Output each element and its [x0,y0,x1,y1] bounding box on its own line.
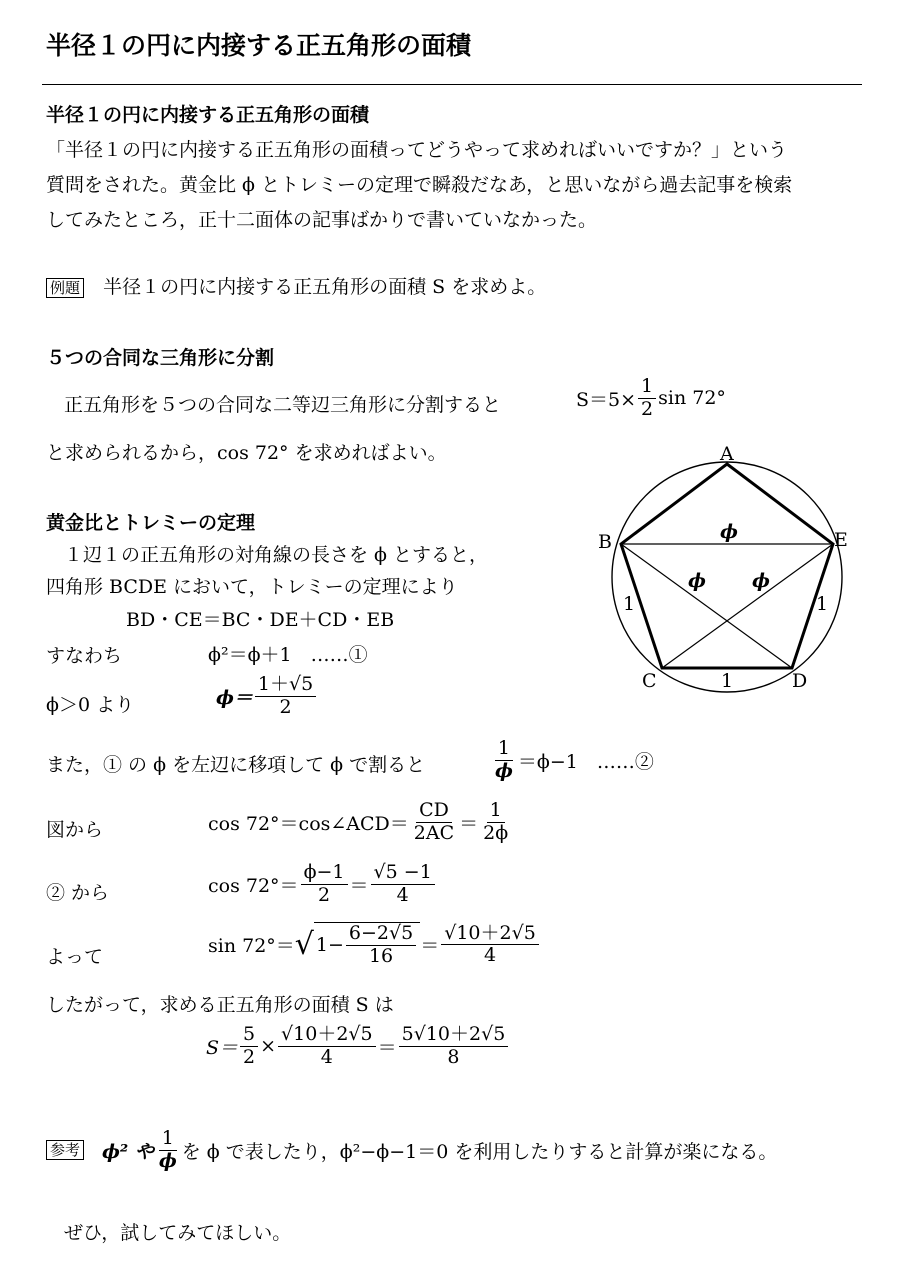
intro-line-2: 質問をされた。黄金比 ϕ とトレミーの定理で瞬殺だなあ，と思いながら過去記事を検索 [46,174,793,196]
sin-inner-den: 16 [368,944,394,967]
note-frac-den: ϕ [158,1149,177,1172]
pentagon-outline [621,464,833,668]
example-block [46,272,546,299]
area-frac-2 [278,1024,376,1069]
intro-line-3: してみたところ，正十二面体の記事ばかりで書いていなかった。 [46,209,598,231]
pentagon-figure [590,440,860,700]
area-frac-3 [399,1024,509,1069]
intro-line-1: 「半径１の円に内接する正五角形の面積ってどうやって求めればいいですか？」という [46,139,788,161]
diagonal-BD [621,544,792,668]
sin-inner-frac [346,923,416,968]
section-heading-intro: 半径１の円に内接する正五角形の面積 [46,104,370,126]
sin-inner-num: 6−2√5 [346,923,416,946]
note-label: 参考 [46,1140,84,1160]
sin-inner-left: 1− [315,934,344,957]
phi-positive-label: ϕ＞0 より [46,694,135,716]
note-frac [156,1128,180,1173]
cos1-eq: ＝ [459,812,479,835]
label-A: A [720,443,734,465]
eq2-num: 1 [495,738,513,761]
cos2-frac-b [371,862,435,907]
from-eq2-label: ② から [46,882,110,904]
cos-formula-1 [208,800,513,845]
note-text-a: ϕ² や [102,1140,154,1163]
label-phi-CE: ϕ [752,570,770,592]
equation-2 [490,738,654,783]
cos2-num-a: ϕ−1 [301,862,348,885]
formula-S-right: sin 72° [658,387,726,410]
cos1-num-a: CD [416,800,452,823]
diagonal-CE [662,544,833,668]
area-den-1: 2 [243,1045,256,1068]
sin-right-frac [441,923,539,968]
area-times: × [260,1035,277,1058]
cos1-left: cos 72°＝cos∠ACD＝ [208,812,409,835]
eq2-den: ϕ [495,759,513,782]
yotte-label: よって [46,946,104,968]
cos1-den-b: 2ϕ [483,821,509,844]
area-den-3: 8 [447,1045,460,1068]
equation-1: ϕ²＝ϕ＋1 ……① [208,644,368,666]
formula-S [576,376,726,421]
sunawachi-label: すなわち [46,645,123,667]
formula-S-num: 1 [638,376,656,399]
phi-value-num: 1＋√5 [255,674,316,697]
cos2-den-a: 2 [318,883,331,906]
label-D: D [792,670,808,692]
label-phi-BE: ϕ [720,521,738,543]
area-den-2: 4 [320,1045,333,1068]
split-line-1: 正五角形を５つの合同な二等辺三角形に分割すると [64,394,502,416]
circumscribed-circle [612,462,842,692]
phi-value-den: 2 [279,695,292,718]
label-E: E [834,529,848,551]
label-one-BC: 1 [623,593,636,615]
eq2-right: ＝ϕ−1 ……② [517,750,654,773]
ptolemy-line-1: １辺１の正五角形の対角線の長さを ϕ とすると， [64,544,489,566]
label-one-CD: 1 [721,670,734,692]
area-left: S＝ [206,1036,239,1059]
cos1-frac-a [411,800,457,845]
cos1-den-a: 2AC [413,821,455,844]
label-C: C [642,670,657,692]
formula-S-den: 2 [641,397,654,420]
eq2-frac [492,738,516,783]
from-figure-label: 図から [46,819,104,841]
cos1-frac-b [480,800,511,845]
ptolemy-equation: BD・CE＝BC・DE＋CD・EB [126,609,395,631]
label-one-DE: 1 [816,593,829,615]
section-heading-split: ５つの合同な三角形に分割 [46,347,275,369]
cos2-left: cos 72°＝ [208,874,299,897]
phi-value-frac [255,674,316,719]
cos2-num-b: √5 −1 [371,862,435,885]
area-num-1: 5 [240,1024,258,1047]
closing-text: ぜひ，試してみてほしい。 [64,1222,292,1244]
sin-formula: sin 72°＝ √ 1− $\frac{6-2√5}{16}$ ＝ $\frac{√10+2√5}{4}$ [208,922,541,968]
therefore-text: したがって，求める正五角形の面積 S は [46,994,394,1016]
area-num-3: 5√10＋2√5 [399,1024,509,1047]
page-title: 半径１の円に内接する正五角形の面積 [46,31,472,60]
title-divider [42,84,862,85]
cos2-den-b: 4 [396,883,409,906]
ptolemy-line-2: 四角形 BCDE において，トレミーの定理により [46,576,458,598]
split-line-2: と求められるから，cos 72° を求めればよい。 [46,442,447,464]
phi-value-formula [216,674,318,719]
rearrange-text: また，① の ϕ を左辺に移項して ϕ で割ると [46,754,426,776]
area-num-2: √10＋2√5 [278,1024,376,1047]
note-frac-num: 1 [159,1128,177,1151]
formula-S-left: S＝5× [576,388,637,411]
sin-right-num: √10＋2√5 [441,923,539,946]
sin-left: sin 72°＝ [208,935,295,958]
area-formula: S＝ $\frac{5}{2}$ × $\frac{√10+2√5}{4}$ ＝ $\frac{5√10+2√5}{8}$ [206,1024,510,1069]
formula-S-frac [638,376,656,421]
example-label: 例題 [46,278,84,298]
note-text-b: を ϕ で表したり，ϕ²−ϕ−1＝0 を利用したりすると計算が楽になる。 [181,1140,778,1163]
phi-value-left: ϕ＝ [216,686,253,709]
label-phi-BD: ϕ [688,570,706,592]
cos2-frac-a [301,862,348,907]
cos-formula-2: cos 72°＝ $\frac{\phi-1}{2}$ ＝ $\frac{√5 -1}{4}$ [208,862,437,907]
label-B: B [598,531,612,553]
example-text: 半径１の円に内接する正五角形の面積 S を求めよ。 [103,276,547,298]
section-heading-ptolemy: 黄金比とトレミーの定理 [46,512,256,534]
sin-right-den: 4 [483,944,497,967]
cos1-num-b: 1 [487,800,505,823]
area-frac-1 [240,1024,258,1069]
note-block [46,1128,777,1173]
